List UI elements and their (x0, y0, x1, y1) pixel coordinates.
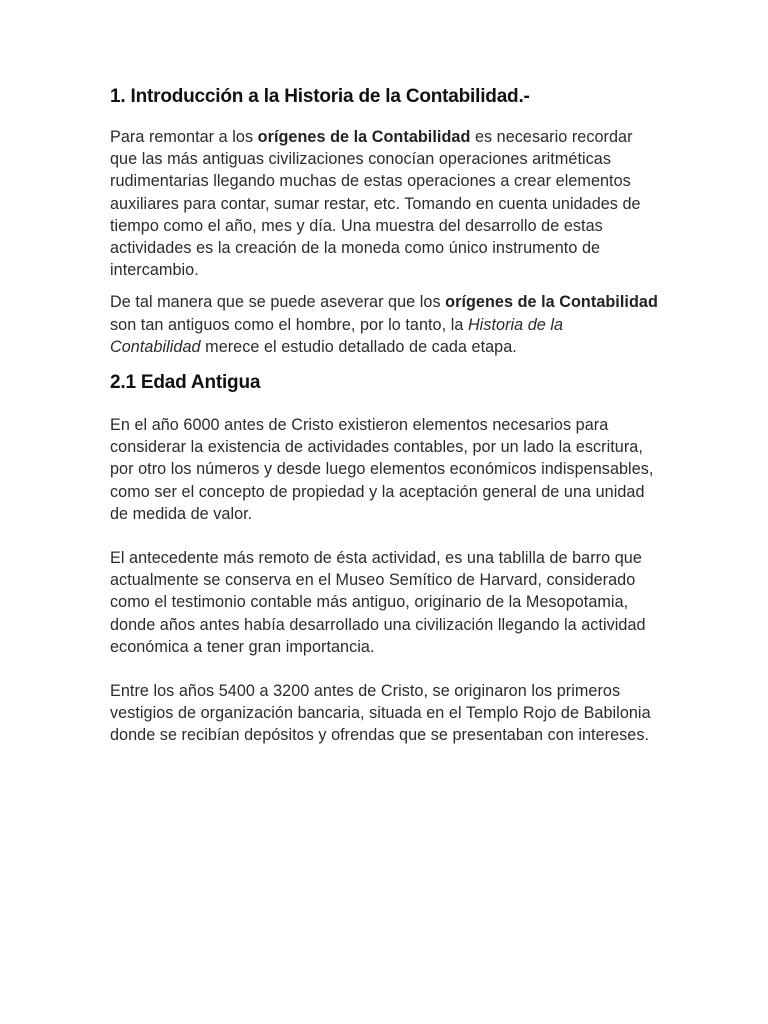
intro-p2-text-start: De tal manera que se puede aseverar que los (110, 293, 446, 312)
intro-p1-bold-term: orígenes de la Contabilidad (257, 128, 471, 146)
intro-p2-italic-term: Historia de la Contabilidad (110, 315, 564, 356)
section-heading-introduccion: 1. Introducción a la Historia de la Contabilidad.- (110, 86, 530, 107)
intro-p2-text-middle: son tan antiguos como el hombre, por lo tanto, la (110, 315, 468, 334)
intro-paragraph-2 (110, 291, 658, 358)
intro-paragraph-1 (110, 126, 658, 281)
antigua-paragraph-1: En el año 6000 antes de Cristo existieron elementos necesarios para considerar la existencia de actividades contables, por un lado la escritura, por otro los números y desde luego elementos económicos indispensables, como ser el concepto de propiedad y la aceptación general de una unidad de medida de valor. (110, 416, 654, 523)
intro-p2-bold-term: orígenes de la Contabilidad (445, 293, 658, 312)
document-page (110, 84, 658, 757)
intro-p2-text-end: merece el estudio detallado de cada etapa. (200, 337, 517, 356)
antigua-paragraph-3: Entre los años 5400 a 3200 antes de Cristo, se originaron los primeros vestigios de organización bancaria, situada en el Templo Rojo de Babilonia donde se recibían depósitos y ofrendas que se presentaban con intereses. (110, 682, 651, 745)
antigua-paragraph-2: El antecedente más remoto de ésta actividad, es una tablilla de barro que actualmente se conserva en el Museo Semítico de Harvard, considerado como el testimonio contable más antiguo, originario de la Mesopotamia, donde años antes había desarrollado una civilización llegando la actividad económica a tener gran importancia. (110, 549, 646, 656)
intro-p1-text-end: es necesario recordar que las más antiguas civilizaciones conocían operaciones aritméticas rudimentarias llegando muchas de estas operaciones a crear elementos auxiliares para contar, sumar restar, etc. Tomando en cuenta unidades de tiempo como el año, mes y día. Una muestra del desarrollo de estas actividades es la creación de la moneda como único instrumento de intercambio. (110, 128, 641, 280)
section-heading-edad-antigua: 2.1 Edad Antigua (110, 372, 261, 394)
intro-p1-text-start: Para remontar a los (110, 128, 258, 146)
